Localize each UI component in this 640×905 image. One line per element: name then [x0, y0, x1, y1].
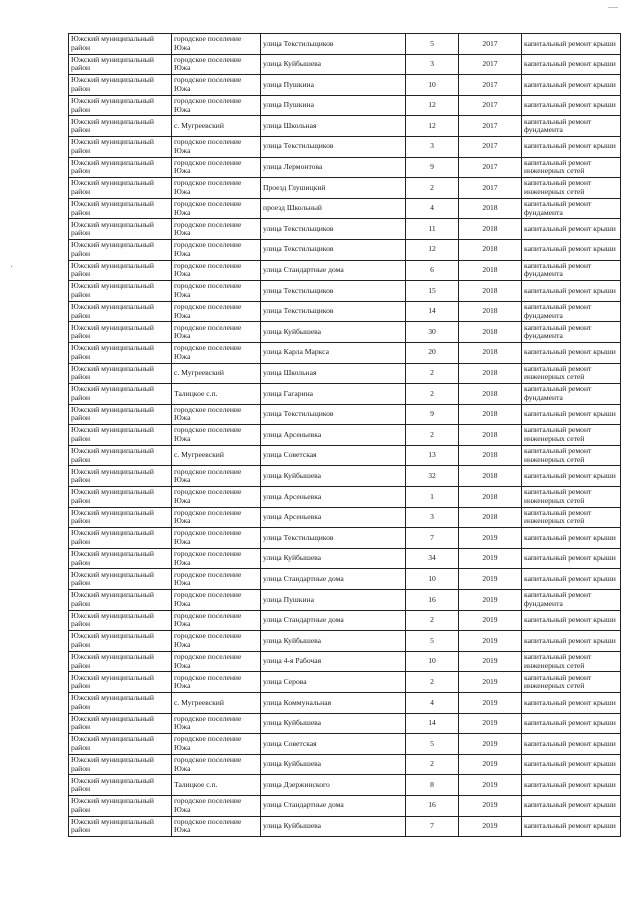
street-cell: улица Коммунальная	[261, 693, 406, 714]
street-cell: улица Текстильщиков	[261, 528, 406, 549]
street-cell: улица Куйбышева	[261, 54, 406, 75]
street-cell: улица Серова	[261, 672, 406, 693]
street-cell: улица Куйбышева	[261, 754, 406, 775]
year-cell: 2017	[459, 34, 522, 55]
district-cell: Южский муниципальный район	[69, 34, 172, 55]
house-number-cell: 2	[406, 754, 459, 775]
street-cell: улица Куйбышева	[261, 466, 406, 487]
street-cell: улица Куйбышева	[261, 631, 406, 652]
table-row	[69, 75, 621, 96]
settlement-cell: городское поселение Южа	[172, 734, 261, 755]
street-cell: улица Стандартные дома	[261, 260, 406, 281]
district-cell: Южский муниципальный район	[69, 487, 172, 508]
district-cell: Южский муниципальный район	[69, 281, 172, 302]
year-cell: 2018	[459, 445, 522, 466]
work-type-cell: капитальный ремонт инженерных сетей	[522, 651, 621, 672]
page-edge-mark: ·	[10, 262, 14, 273]
district-cell: Южский муниципальный район	[69, 116, 172, 137]
year-cell: 2018	[459, 342, 522, 363]
table-row	[69, 610, 621, 631]
table-row	[69, 795, 621, 816]
work-type-cell: капитальный ремонт инженерных сетей	[522, 425, 621, 446]
table-row	[69, 363, 621, 384]
year-cell: 2018	[459, 239, 522, 260]
district-cell: Южский муниципальный район	[69, 384, 172, 405]
table-row	[69, 693, 621, 714]
district-cell: Южский муниципальный район	[69, 322, 172, 343]
street-cell: улица Текстильщиков	[261, 34, 406, 55]
table-row	[69, 116, 621, 137]
year-cell: 2019	[459, 775, 522, 796]
work-type-cell: капитальный ремонт крыши	[522, 548, 621, 569]
street-cell: улица Куйбышева	[261, 816, 406, 837]
district-cell: Южский муниципальный район	[69, 775, 172, 796]
settlement-cell: городское поселение Южа	[172, 136, 261, 157]
table-row	[69, 651, 621, 672]
street-cell: Проезд Глушицкий	[261, 178, 406, 199]
house-number-cell: 9	[406, 157, 459, 178]
work-type-cell: капитальный ремонт инженерных сетей	[522, 445, 621, 466]
house-number-cell: 10	[406, 569, 459, 590]
year-cell: 2018	[459, 466, 522, 487]
year-cell: 2018	[459, 198, 522, 219]
district-cell: Южский муниципальный район	[69, 631, 172, 652]
district-cell: Южский муниципальный район	[69, 260, 172, 281]
table-row	[69, 548, 621, 569]
street-cell: улица Советская	[261, 734, 406, 755]
work-type-cell: капитальный ремонт крыши	[522, 95, 621, 116]
work-type-cell: капитальный ремонт крыши	[522, 693, 621, 714]
street-cell: улица Советская	[261, 445, 406, 466]
table-row	[69, 342, 621, 363]
table-row	[69, 487, 621, 508]
year-cell: 2019	[459, 713, 522, 734]
street-cell: улица Арсеньевка	[261, 507, 406, 528]
work-type-cell: капитальный ремонт крыши	[522, 239, 621, 260]
work-type-cell: капитальный ремонт крыши	[522, 54, 621, 75]
work-type-cell: капитальный ремонт фундамента	[522, 384, 621, 405]
table-row	[69, 816, 621, 837]
year-cell: 2017	[459, 54, 522, 75]
year-cell: 2018	[459, 487, 522, 508]
district-cell: Южский муниципальный район	[69, 178, 172, 199]
settlement-cell: Талицкое с.п.	[172, 775, 261, 796]
table-row	[69, 281, 621, 302]
settlement-cell: городское поселение Южа	[172, 157, 261, 178]
settlement-cell: городское поселение Южа	[172, 260, 261, 281]
table-row	[69, 136, 621, 157]
settlement-cell: городское поселение Южа	[172, 487, 261, 508]
district-cell: Южский муниципальный район	[69, 693, 172, 714]
street-cell: улица Текстильщиков	[261, 136, 406, 157]
district-cell: Южский муниципальный район	[69, 795, 172, 816]
table-row	[69, 672, 621, 693]
house-number-cell: 2	[406, 425, 459, 446]
street-cell: улица Стандартные дома	[261, 795, 406, 816]
settlement-cell: городское поселение Южа	[172, 507, 261, 528]
table-row	[69, 466, 621, 487]
district-cell: Южский муниципальный район	[69, 301, 172, 322]
house-number-cell: 15	[406, 281, 459, 302]
year-cell: 2018	[459, 281, 522, 302]
settlement-cell: городское поселение Южа	[172, 816, 261, 837]
year-cell: 2019	[459, 651, 522, 672]
street-cell: улица Текстильщиков	[261, 239, 406, 260]
year-cell: 2017	[459, 136, 522, 157]
street-cell: улица Пушкина	[261, 75, 406, 96]
work-type-cell: капитальный ремонт крыши	[522, 404, 621, 425]
year-cell: 2019	[459, 693, 522, 714]
house-number-cell: 10	[406, 651, 459, 672]
table-row	[69, 569, 621, 590]
work-type-cell: капитальный ремонт крыши	[522, 569, 621, 590]
house-number-cell: 32	[406, 466, 459, 487]
work-type-cell: капитальный ремонт крыши	[522, 342, 621, 363]
table-row	[69, 404, 621, 425]
year-cell: 2019	[459, 569, 522, 590]
settlement-cell: городское поселение Южа	[172, 713, 261, 734]
work-type-cell: капитальный ремонт крыши	[522, 281, 621, 302]
year-cell: 2019	[459, 795, 522, 816]
house-number-cell: 12	[406, 116, 459, 137]
street-cell: улица Стандартные дома	[261, 610, 406, 631]
table-row	[69, 507, 621, 528]
settlement-cell: с. Мугреевский	[172, 693, 261, 714]
district-cell: Южский муниципальный район	[69, 95, 172, 116]
street-cell: улица Куйбышева	[261, 548, 406, 569]
district-cell: Южский муниципальный район	[69, 590, 172, 611]
district-cell: Южский муниципальный район	[69, 239, 172, 260]
work-type-cell: капитальный ремонт фундамента	[522, 116, 621, 137]
table-row	[69, 713, 621, 734]
table-row	[69, 178, 621, 199]
table-row	[69, 775, 621, 796]
work-type-cell: капитальный ремонт крыши	[522, 775, 621, 796]
work-type-cell: капитальный ремонт инженерных сетей	[522, 178, 621, 199]
work-type-cell: капитальный ремонт крыши	[522, 219, 621, 240]
year-cell: 2017	[459, 95, 522, 116]
street-cell: улица Текстильщиков	[261, 301, 406, 322]
street-cell: улица Текстильщиков	[261, 404, 406, 425]
work-type-cell: капитальный ремонт фундамента	[522, 590, 621, 611]
settlement-cell: городское поселение Южа	[172, 34, 261, 55]
year-cell: 2017	[459, 116, 522, 137]
settlement-cell: городское поселение Южа	[172, 795, 261, 816]
house-number-cell: 12	[406, 239, 459, 260]
district-cell: Южский муниципальный район	[69, 445, 172, 466]
street-cell: улица Текстильщиков	[261, 219, 406, 240]
district-cell: Южский муниципальный район	[69, 754, 172, 775]
table-row	[69, 384, 621, 405]
year-cell: 2018	[459, 384, 522, 405]
house-number-cell: 3	[406, 136, 459, 157]
work-type-cell: капитальный ремонт крыши	[522, 713, 621, 734]
settlement-cell: городское поселение Южа	[172, 672, 261, 693]
work-type-cell: капитальный ремонт фундамента	[522, 301, 621, 322]
district-cell: Южский муниципальный район	[69, 651, 172, 672]
table-row	[69, 219, 621, 240]
settlement-cell: городское поселение Южа	[172, 54, 261, 75]
work-type-cell: капитальный ремонт инженерных сетей	[522, 363, 621, 384]
house-number-cell: 10	[406, 75, 459, 96]
settlement-cell: городское поселение Южа	[172, 425, 261, 446]
table-row	[69, 445, 621, 466]
settlement-cell: городское поселение Южа	[172, 569, 261, 590]
work-type-cell: капитальный ремонт инженерных сетей	[522, 507, 621, 528]
table-row	[69, 198, 621, 219]
year-cell: 2017	[459, 157, 522, 178]
district-cell: Южский муниципальный район	[69, 713, 172, 734]
house-number-cell: 30	[406, 322, 459, 343]
work-type-cell: капитальный ремонт крыши	[522, 754, 621, 775]
settlement-cell: городское поселение Южа	[172, 178, 261, 199]
work-type-cell: капитальный ремонт инженерных сетей	[522, 672, 621, 693]
year-cell: 2019	[459, 548, 522, 569]
work-type-cell: капитальный ремонт фундамента	[522, 260, 621, 281]
house-number-cell: 14	[406, 713, 459, 734]
year-cell: 2018	[459, 219, 522, 240]
year-cell: 2018	[459, 260, 522, 281]
table-row	[69, 631, 621, 652]
district-cell: Южский муниципальный район	[69, 425, 172, 446]
house-number-cell: 2	[406, 178, 459, 199]
settlement-cell: городское поселение Южа	[172, 631, 261, 652]
work-type-cell: капитальный ремонт крыши	[522, 34, 621, 55]
house-number-cell: 9	[406, 404, 459, 425]
street-cell: улица Лермонтова	[261, 157, 406, 178]
street-cell: улица Стандартные дома	[261, 569, 406, 590]
work-type-cell: капитальный ремонт крыши	[522, 734, 621, 755]
district-cell: Южский муниципальный район	[69, 507, 172, 528]
work-type-cell: капитальный ремонт крыши	[522, 466, 621, 487]
year-cell: 2018	[459, 404, 522, 425]
district-cell: Южский муниципальный район	[69, 157, 172, 178]
work-type-cell: капитальный ремонт фундамента	[522, 198, 621, 219]
house-number-cell: 13	[406, 445, 459, 466]
house-number-cell: 11	[406, 219, 459, 240]
settlement-cell: городское поселение Южа	[172, 610, 261, 631]
settlement-cell: городское поселение Южа	[172, 548, 261, 569]
table-row	[69, 239, 621, 260]
settlement-cell: городское поселение Южа	[172, 404, 261, 425]
district-cell: Южский муниципальный район	[69, 734, 172, 755]
work-type-cell: капитальный ремонт фундамента	[522, 322, 621, 343]
settlement-cell: с. Мугреевский	[172, 445, 261, 466]
district-cell: Южский муниципальный район	[69, 816, 172, 837]
settlement-cell: городское поселение Южа	[172, 651, 261, 672]
settlement-cell: городское поселение Южа	[172, 281, 261, 302]
year-cell: 2018	[459, 301, 522, 322]
house-number-cell: 7	[406, 816, 459, 837]
work-type-cell: капитальный ремонт крыши	[522, 816, 621, 837]
house-number-cell: 7	[406, 528, 459, 549]
house-number-cell: 2	[406, 672, 459, 693]
table-row	[69, 754, 621, 775]
work-type-cell: капитальный ремонт инженерных сетей	[522, 157, 621, 178]
street-cell: проезд Школьный	[261, 198, 406, 219]
street-cell: улица Куйбышева	[261, 322, 406, 343]
street-cell: улица Пушкина	[261, 95, 406, 116]
district-cell: Южский муниципальный район	[69, 672, 172, 693]
settlement-cell: городское поселение Южа	[172, 466, 261, 487]
house-number-cell: 2	[406, 610, 459, 631]
settlement-cell: с. Мугреевский	[172, 116, 261, 137]
table-row	[69, 734, 621, 755]
house-number-cell: 8	[406, 775, 459, 796]
work-type-cell: капитальный ремонт инженерных сетей	[522, 487, 621, 508]
settlement-cell: городское поселение Южа	[172, 219, 261, 240]
district-cell: Южский муниципальный район	[69, 342, 172, 363]
district-cell: Южский муниципальный район	[69, 198, 172, 219]
table-row	[69, 95, 621, 116]
district-cell: Южский муниципальный район	[69, 219, 172, 240]
year-cell: 2019	[459, 816, 522, 837]
house-number-cell: 3	[406, 507, 459, 528]
repair-schedule-body	[69, 34, 621, 837]
district-cell: Южский муниципальный район	[69, 548, 172, 569]
house-number-cell: 12	[406, 95, 459, 116]
table-row	[69, 425, 621, 446]
year-cell: 2018	[459, 363, 522, 384]
street-cell: улица Текстильщиков	[261, 281, 406, 302]
work-type-cell: капитальный ремонт крыши	[522, 631, 621, 652]
house-number-cell: 20	[406, 342, 459, 363]
settlement-cell: городское поселение Южа	[172, 75, 261, 96]
table-row	[69, 34, 621, 55]
district-cell: Южский муниципальный район	[69, 466, 172, 487]
settlement-cell: городское поселение Южа	[172, 198, 261, 219]
street-cell: улица Арсеньевка	[261, 425, 406, 446]
street-cell: улица Дзержинского	[261, 775, 406, 796]
table-row	[69, 322, 621, 343]
district-cell: Южский муниципальный район	[69, 75, 172, 96]
year-cell: 2019	[459, 734, 522, 755]
table-row	[69, 301, 621, 322]
street-cell: улица Гагарина	[261, 384, 406, 405]
year-cell: 2019	[459, 610, 522, 631]
table-row	[69, 54, 621, 75]
district-cell: Южский муниципальный район	[69, 610, 172, 631]
settlement-cell: городское поселение Южа	[172, 239, 261, 260]
district-cell: Южский муниципальный район	[69, 54, 172, 75]
year-cell: 2018	[459, 507, 522, 528]
year-cell: 2017	[459, 75, 522, 96]
settlement-cell: городское поселение Южа	[172, 95, 261, 116]
street-cell: улица 4-я Рабочая	[261, 651, 406, 672]
house-number-cell: 4	[406, 198, 459, 219]
house-number-cell: 14	[406, 301, 459, 322]
settlement-cell: городское поселение Южа	[172, 590, 261, 611]
year-cell: 2019	[459, 754, 522, 775]
settlement-cell: городское поселение Южа	[172, 342, 261, 363]
year-cell: 2019	[459, 528, 522, 549]
work-type-cell: капитальный ремонт крыши	[522, 136, 621, 157]
street-cell: улица Пушкина	[261, 590, 406, 611]
district-cell: Южский муниципальный район	[69, 569, 172, 590]
district-cell: Южский муниципальный район	[69, 404, 172, 425]
house-number-cell: 2	[406, 363, 459, 384]
house-number-cell: 6	[406, 260, 459, 281]
page-corner-mark: —	[608, 2, 618, 13]
house-number-cell: 34	[406, 548, 459, 569]
repair-schedule-table	[68, 33, 621, 837]
house-number-cell: 4	[406, 693, 459, 714]
year-cell: 2019	[459, 631, 522, 652]
settlement-cell: городское поселение Южа	[172, 754, 261, 775]
house-number-cell: 5	[406, 734, 459, 755]
work-type-cell: капитальный ремонт крыши	[522, 75, 621, 96]
house-number-cell: 16	[406, 590, 459, 611]
table-row	[69, 157, 621, 178]
year-cell: 2018	[459, 425, 522, 446]
table-row	[69, 528, 621, 549]
settlement-cell: городское поселение Южа	[172, 301, 261, 322]
house-number-cell: 5	[406, 34, 459, 55]
house-number-cell: 2	[406, 384, 459, 405]
settlement-cell: с. Мугреевский	[172, 363, 261, 384]
year-cell: 2019	[459, 590, 522, 611]
street-cell: улица Школьная	[261, 116, 406, 137]
work-type-cell: капитальный ремонт крыши	[522, 795, 621, 816]
house-number-cell: 1	[406, 487, 459, 508]
house-number-cell: 5	[406, 631, 459, 652]
house-number-cell: 3	[406, 54, 459, 75]
table-row	[69, 260, 621, 281]
settlement-cell: Талицкое с.п.	[172, 384, 261, 405]
street-cell: улица Карла Маркса	[261, 342, 406, 363]
street-cell: улица Куйбышева	[261, 713, 406, 734]
settlement-cell: городское поселение Южа	[172, 528, 261, 549]
year-cell: 2019	[459, 672, 522, 693]
table-row	[69, 590, 621, 611]
district-cell: Южский муниципальный район	[69, 528, 172, 549]
district-cell: Южский муниципальный район	[69, 136, 172, 157]
work-type-cell: капитальный ремонт крыши	[522, 528, 621, 549]
settlement-cell: городское поселение Южа	[172, 322, 261, 343]
street-cell: улица Арсеньевка	[261, 487, 406, 508]
work-type-cell: капитальный ремонт крыши	[522, 610, 621, 631]
year-cell: 2018	[459, 322, 522, 343]
district-cell: Южский муниципальный район	[69, 363, 172, 384]
house-number-cell: 16	[406, 795, 459, 816]
street-cell: улица Школьная	[261, 363, 406, 384]
year-cell: 2017	[459, 178, 522, 199]
